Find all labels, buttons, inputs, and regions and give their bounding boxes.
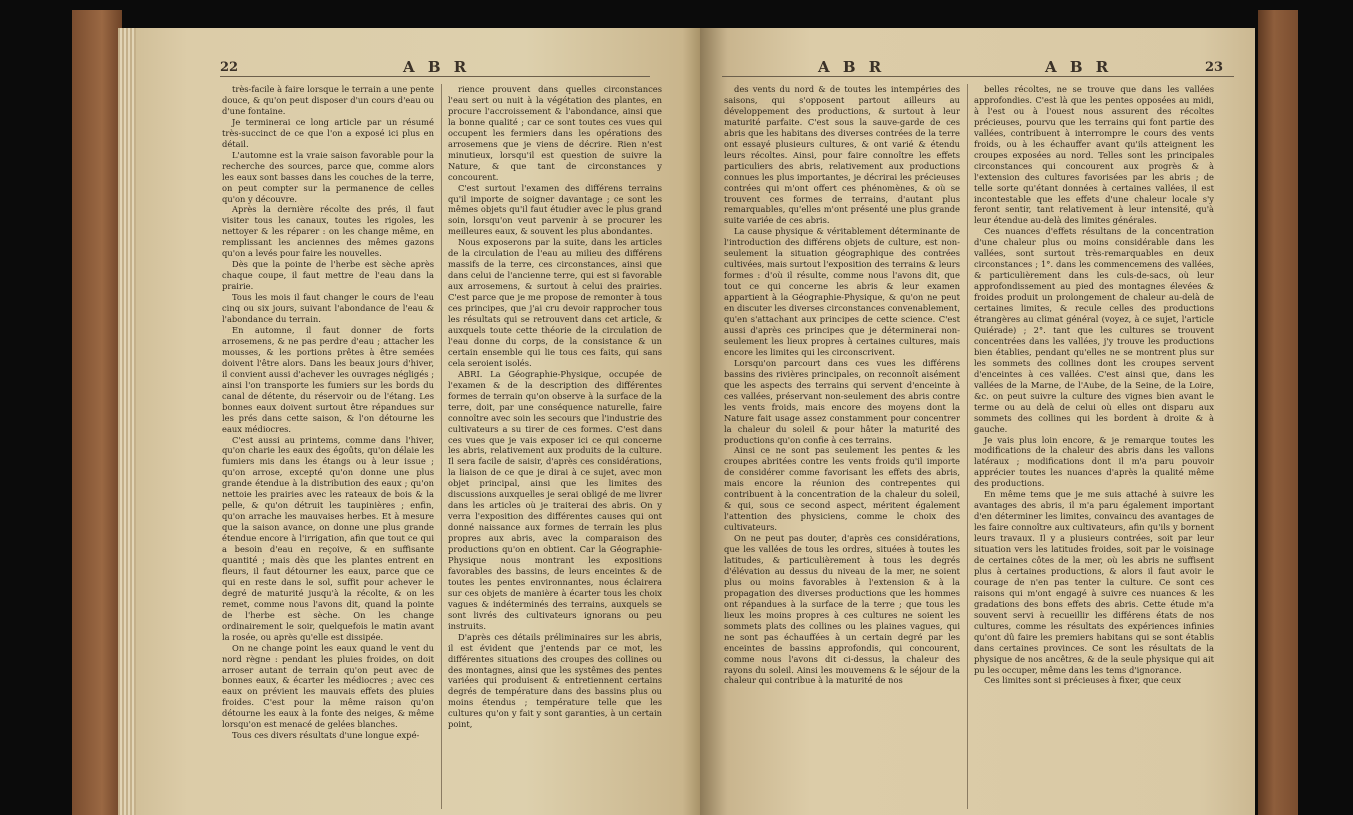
running-header-repeat: A B R xyxy=(1045,58,1113,76)
paragraph: Ainsi ce ne sont pas seulement les pentes & les croupes abritées contre les vents froids qu'il importe de considérer comme favorisant les effets des abris, mais encore la réunion des contrepentes qui contribuent à la concentration de la chaleur du soleil, & qui, sous ce second aspect, méritent également l'attention des physiciens, comme le choix des cultivateurs. xyxy=(724,445,960,533)
page-number: 23 xyxy=(1205,60,1224,75)
paragraph: C'est aussi au printems, comme dans l'hiver, qu'on charie les eaux des égoûts, qu'on délaie les fumiers mis dans les étangs ou à leur issue ; qu'on arrose, excepté qu'on donne une plus grande étendue à la distribution des eaux ; qu'on nettoie les prairies avec les rateaux de bois & la pelle, & qu'on détruit les taupinières ; enfin, qu'on arrache les mauvaises herbes. Et à mesure que la saison avance, on donne une plus grande étendue encore à l'irrigation, afin que tout ce qui a besoin d'eau en reçoive, & en suffisante quantité ; mais dès que les plantes entrent en fleurs, il faut détourner les eaux, parce que ce qui en reste dans le sol, suffit pour achever le degré de maturité jusqu'à la récolte, & on les remet, comme nous l'avons dit, quand la pointe de l'herbe est sèche. On les change ordinairement le soir, quelquefois le matin avant la rosée, ou après qu'elle est dissipée. xyxy=(222,434,434,642)
paragraph: On ne peut pas douter, d'après ces considérations, que les vallées de tous les ordres, situées à toutes les latitudes, & particulièrement à tous les degrés d'élévation au dessus du niveau de la mer, ne soient plus ou moins favorables à l'extension & à la propagation des diverses productions que les hommes ont répandues à la surface de la terre ; que tous les lieux les moins propres à ces cultures ne soient les sommets plats des collines ou les plaines vagues, qui ne sont pas échauffées à un certain degré par les enceintes de bassins approfondis, qui concourent, comme nous l'avons dit ci-dessus, la chaleur des rayons du soleil. Ainsi les mouvemens & le séjour de la chaleur qui contribue à la maturité de nos xyxy=(724,533,960,686)
page-edges xyxy=(118,28,136,815)
paragraph: C'est surtout l'examen des différens terrains qu'il importe de soigner davantage ; ce sont les mêmes objets qu'il faut étudier avec le plus grand soin, lorsqu'on veut parvenir à se procurer les meilleures eaux, & souvent les plus abondantes. xyxy=(448,182,662,237)
page-number: 22 xyxy=(220,60,239,75)
paragraph: des vents du nord & de toutes les intempéries des saisons, qui s'opposent partout ailleurs au développement des productions, & surtout à leur maturité parfaite. C'est sous la sauve-garde de ces abris que les habitans des diverses contrées de la terre ont essayé plusieurs cultures, & ont varié & étendu leurs récoltes. Ainsi, pour faire connoître les effets particuliers des abris, relativement aux productions connues les plus importantes, je décrirai les précieuses contrées qui m'ont offert ces phénomènes, & où se trouvent ces formes de terrains, d'autant plus remarquables, qu'elles m'ont présenté une plus grande suite variée de ces abris. xyxy=(724,84,960,226)
text-column-right xyxy=(448,84,662,814)
paragraph: Après la dernière récolte des prés, il faut visiter tous les canaux, toutes les rigoles, les nettoyer & les réparer : on les change même, en remplissant les anciennes des mêmes gazons qu'on a levés pour faire les nouvelles. xyxy=(222,204,434,259)
paragraph: La cause physique & véritablement déterminante de l'introduction des différens objets de culture, est non-seulement la situation géographique des contrées cultivées, mais surtout l'exposition des terrains & leurs formes : d'où il résulte, comme nous l'avons dit, que tout ce qui concerne les abris & leur examen appartient à la Géographie-Physique, & qu'on ne peut en discuter les diverses circonstances convenablement, qu'en s'attachant aux principes de cette science. C'est aussi d'après ces principes que je déterminerai non-seulement les lieux propres à certaines cultures, mais encore les limites qui les circonscrivent. xyxy=(724,226,960,357)
book-cover-right xyxy=(1258,10,1298,815)
column-divider xyxy=(967,84,968,809)
paragraph: très-facile à faire lorsque le terrain a une pente douce, & qu'on peut disposer d'un cours d'eau ou d'une fontaine. xyxy=(222,84,434,116)
paragraph: D'après ces détails préliminaires sur les abris, il est évident que j'entends par ce mot, les différentes situations des croupes des collines ou des montagnes, ainsi que les systêmes des pentes variées qui produisent & entretiennent certains degrés de température dans des bassins plus ou moins étendus ; température telle que les cultures qu'on y fait y sont garanties, à un certain point, xyxy=(448,631,662,730)
text-column-left xyxy=(222,84,434,814)
paragraph: Lorsqu'on parcourt dans ces vues les différens bassins des rivières principales, on reconnoît aisément que les aspects des terrains qui servent d'enceinte à ces vallées, préservant non-seulement des abris contre les vents froids, mais encore des moyens dont la Nature fait usage assez constamment pour concentrer la chaleur du soleil & pour hâter la maturité des productions qu'on confie à ces terrains. xyxy=(724,357,960,445)
paragraph: En automne, il faut donner de forts arrosemens, & ne pas perdre d'eau ; attacher les mousses, & les portions prêtes à être semées doivent l'être alors. Dans les beaux jours d'hiver, il convient aussi d'achever les ouvrages négligés ; ainsi l'on transporte les fumiers sur les bords du canal de détente, du réservoir ou de l'étang. Les bonnes eaux doivent surtout être répandues sur les prés dans cette saison, & l'on détourne les eaux médiocres. xyxy=(222,324,434,434)
column-divider xyxy=(441,84,442,809)
paragraph: Je vais plus loin encore, & je remarque toutes les modifications de la chaleur des abris dans les vallons latéraux ; modifications dont il m'a paru pouvoir apprécier toutes les nuances d'après la qualité même des productions. xyxy=(974,434,1214,489)
header-rule xyxy=(722,76,1234,77)
paragraph: On ne change point les eaux quand le vent du nord règne : pendant les pluies froides, on doit arroser autant de terrain qu'on peut avec de bonnes eaux, & écarter les médiocres ; avec ces eaux on prévient les mauvais effets des pluies froides. C'est pour la même raison qu'on détourne les eaux à la fonte des neiges, & même lorsqu'on est menacé de gelées blanches. xyxy=(222,642,434,730)
paragraph: Tous les mois il faut changer le cours de l'eau cinq ou six jours, suivant l'abondance de l'eau & l'abondance du terrain. xyxy=(222,292,434,325)
paragraph: Dès que la pointe de l'herbe est sèche après chaque coupe, il faut mettre de l'eau dans la prairie. xyxy=(222,259,434,292)
paragraph: belles récoltes, ne se trouve que dans les vallées approfondies. C'est là que les pentes opposées au midi, à l'est ou à l'ouest nous assurent des récoltes précieuses, pourvu que les terrains qui font partie des vallées, contribuent à interrompre le cours des vents froids, ou à les échauffer avant qu'ils atteignent les croupes exposées au nord. Telles sont les principales circonstances qui concourent aux progrès & à l'extension des cultures favorisées par les abris ; de telle sorte qu'étant données à certaines vallées, il est incontestable que les effets d'une chaleur locale s'y feront sentir, tant relativement à leur intensité, qu'à leur étendue au-delà des limites générales. xyxy=(974,84,1214,226)
running-header: A B R xyxy=(818,58,886,76)
paragraph: Ces nuances d'effets résultans de la concentration d'une chaleur plus ou moins considérable dans les vallées, sont surtout très-remarquables en deux circonstances ; 1°. dans les commencemens des vallées, & particulièrement dans les culs-de-sacs, où leur approfondissement au pied des montagnes élevées & froides produit un prolongement de chaleur au-delà de certaines limites, & recule celles des productions étrangères au climat général (voyez, à ce sujet, l'article Quiérade) ; 2°. tant que les cultures se trouvent concentrées dans les vallées, j'y trouve les productions bien établies, pendant qu'elles ne se montrent plus sur les sommets des collines dont les croupes servent d'enceintes à ces vallées. C'est ainsi que, dans les vallées de la Marne, de l'Aube, de la Seine, de la Loire, &c. on peut suivre la culture des vignes bien avant le terme ou au delà de celui où elles ont disparu aux sommets des collines qui les bordent à droite & à gauche. xyxy=(974,226,1214,434)
running-header: A B R xyxy=(403,58,471,76)
paragraph: rience prouvent dans quelles circonstances l'eau sert ou nuit à la végétation des plantes, en procure l'accroissement & l'abondance, ainsi que la bonne qualité ; car ce sont toutes ces vues qui occupent les fermiers dans les opérations des arrosemens que je viens de décrire. Rien n'est minutieux, lorsqu'il est question de suivre la Nature, & que tant de circonstances y concourent. xyxy=(448,84,662,182)
paragraph: Ces limites sont si précieuses à fixer, que ceux xyxy=(984,675,1181,686)
paragraph: L'automne est la vraie saison favorable pour la recherche des sources, parce que, comme alors les eaux sont basses dans les couches de la terre, on peut compter sur la permanence de celles qu'on y découvre. xyxy=(222,149,434,204)
paragraph: En même tems que je me suis attaché à suivre les avantages des abris, il m'a paru également important d'en déterminer les limites, convaincu des avantages de les faire connoître aux cultivateurs, afin qu'ils y bornent leurs travaux. Il y a plusieurs contrées, soit par leur situation vers les latitudes froides, soit par le voisinage de certaines côtes de la mer, où les abris ne suffisent plus à certaines productions, & alors il faut avoir le courage de n'en pas tenter la culture. Ce sont ces raisons qui m'ont engagé à suivre ces nuances & les gradations des bons effets des abris. Cette étude m'a souvent servi à recueillir les différens états de nos cultures, comme les résultats des expériences infinies qu'ont dû faire les premiers habitans qui se sont établis dans certaines provinces. Ce sont les résultats de la physique de nos ancêtres, & de la seule physique qui ait pu les occuper, même dans les tems d'ignorance. xyxy=(974,489,1214,675)
paragraph: ABRI. La Géographie-Physique, occupée de l'examen & de la description des différentes formes de terrain qu'on observe à la surface de la terre, doit, par une conséquence naturelle, faire connoître avec soin les secours que l'industrie des cultivateurs a su tirer de ces formes. C'est dans ces vues que je vais exposer ici ce qui concerne les abris, relativement aux produits de la culture. Il sera facile de saisir, d'après ces considérations, la liaison de ce que je dirai à ce sujet, avec mon objet principal, ainsi que les limites des discussions auxquelles je serai obligé de me livrer dans les articles où je traiterai des abris. On y verra l'exposition des différentes causes qui ont donné naissance aux formes de terrain les plus propres aux abris, avec la comparaison des productions qu'on en obtient. Car la Géographie-Physique nous montrant les expositions favorables des bassins, de leurs enceintes & de toutes les pentes environnantes, nous éclairera sur ces objets de manière à écarter tous les choix vagues & indéterminés des terrains, auxquels se sont livrés des cultivateurs ignorans ou peu instruits. xyxy=(448,368,662,631)
left-page xyxy=(118,28,700,815)
book-cover-left xyxy=(72,10,122,815)
header-rule xyxy=(220,76,650,77)
paragraph: Tous ces divers résultats d'une longue expé- xyxy=(232,730,420,741)
paragraph: Nous exposerons par la suite, dans les articles de la circulation de l'eau au milieu des différens massifs de la terre, ces circonstances, ainsi que dans celui de l'ancienne terre, qui est si favorable aux arrosemens, & surtout à celui des prairies. C'est parce que je me propose de remonter à tous ces principes, que j'ai cru devoir rapprocher tous les résultats qui se retrouvent dans cet article, & auxquels toute cette théorie de la circulation de l'eau donne du corps, de la consistance & un certain ensemble qui lie tous ces faits, qui sans cela seroient isolés. xyxy=(448,237,662,368)
text-column-right xyxy=(974,84,1214,814)
text-column-left xyxy=(724,84,960,814)
paragraph: Je terminerai ce long article par un résumé très-succinct de ce que l'on a exposé ici plus en détail. xyxy=(222,116,434,149)
right-page xyxy=(700,28,1255,815)
